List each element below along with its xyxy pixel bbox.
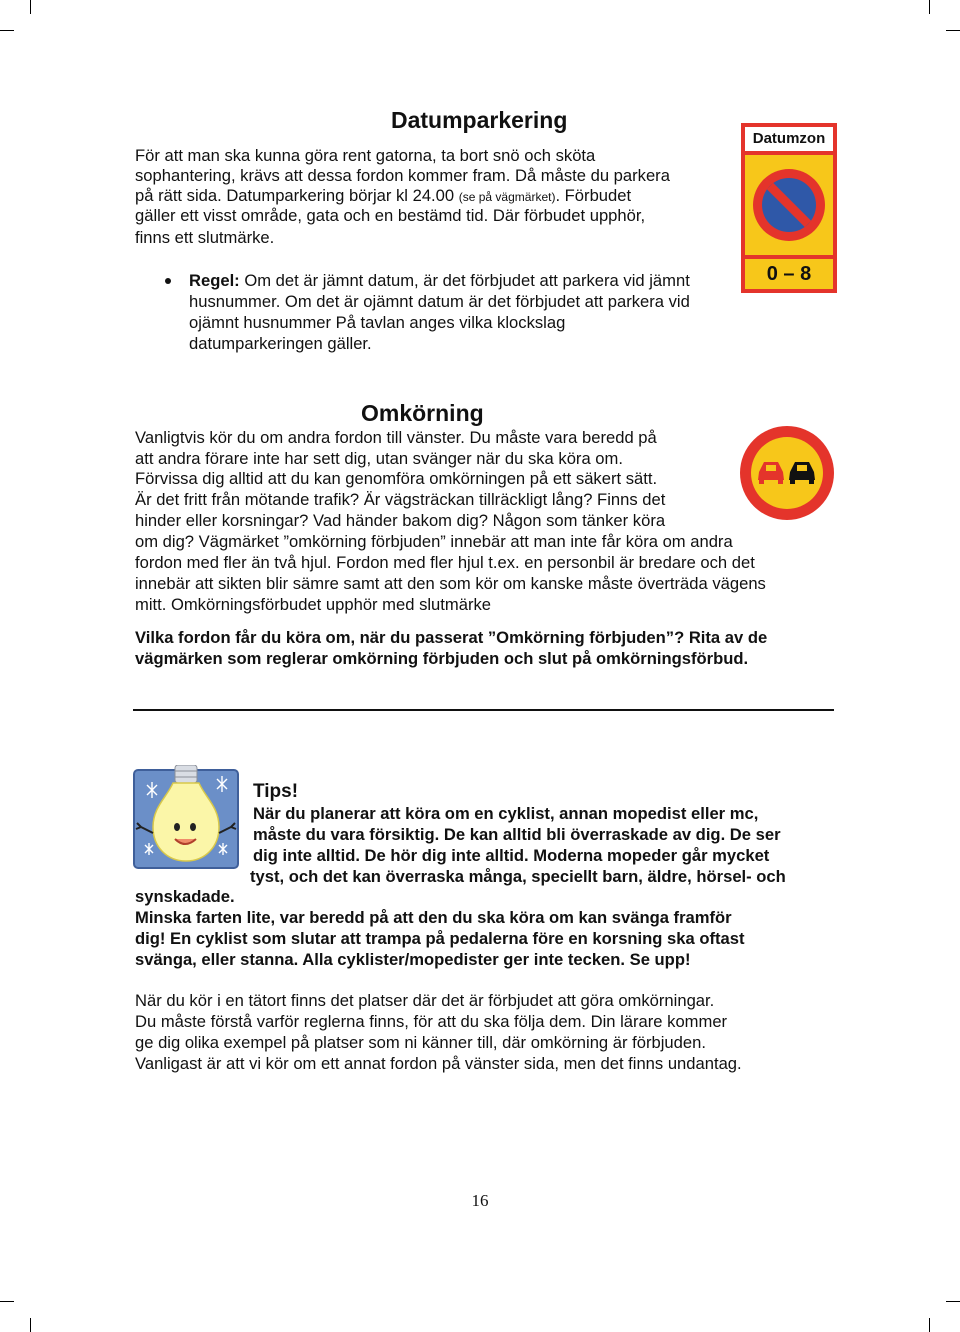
text-line: ge dig olika exempel på platser som ni känner till, där omkörning är förbjuden.: [135, 1033, 706, 1052]
no-overtaking-sign: [739, 425, 835, 521]
datumzon-time: 0 – 8: [766, 263, 812, 285]
text-line: vägmärken som reglerar omkörning förbjuden och slut på omkörningsförbud.: [135, 649, 749, 668]
page-number: 16: [471, 1191, 489, 1210]
text-line: Vanligast är att vi kör om ett annat fordon på vänster sida, men det finns undantag.: [135, 1054, 742, 1073]
datumzon-label: Datumzon: [752, 130, 826, 147]
section-title-omkorning: Omkörning: [361, 400, 484, 426]
text-line: finns ett slutmärke.: [135, 228, 275, 247]
text-line: Minska farten lite, var beredd på att den du ska köra om kan svänga framför: [135, 908, 732, 927]
no-overtaking-sign-graphic: [739, 425, 835, 521]
text-line: om dig? Vägmärket ”omkörning förbjuden” innebär att man inte får köra om andra: [135, 532, 733, 551]
bullet-point: [165, 278, 171, 284]
text-line: När du planerar att köra om en cyklist, annan mopedist eller mc,: [253, 804, 759, 823]
text-line: mitt. Omkörningsförbudet upphör med slutmärke: [135, 595, 491, 614]
text-line: ojämnt husnummer På tavlan anges vilka klockslag: [189, 313, 566, 332]
text-line: datumparkeringen gäller.: [189, 334, 372, 353]
text-line: tyst, och det kan överraska många, speciellt barn, äldre, hörsel- och: [250, 867, 786, 886]
text-line: fordon med fler än två hjul. Fordon med fler hjul t.ex. en personbil är bredare och det: [135, 553, 755, 572]
text-line: Du måste förstå varför reglerna finns, för att du ska följa dem. Din lärare kommer: [135, 1012, 728, 1031]
text-line: innebär att sikten blir sämre samt att den som kör om kanske måste överträda vägens: [135, 574, 766, 593]
text-line: När du kör i en tätort finns det platser där det är förbjudet att göra omkörningar.: [135, 991, 715, 1010]
page: Datumparkering För att man ska kunna göra rent gatorna, ta bort snö och sköta sophantering, krävs att dessa fordon kommer fram. Då måste du parkera på rätt sida. Datumparkering börjar kl 24.00 (se på vägmärket). Förbudet gäller ett visst område, gata och en bestämd tid. Där förbudet upphör, finns ett slutmärke. Regel: Om det är jämnt datum, är det förbjudet att parkera vid jämnt husnummer. Om det är ojämnt datum är det förbjudet att parkera vid ojämnt husnummer På tavlan anges vilka klockslag datumparkeringen gäller. Datumzon 0 – 8 Omkörning Vanligtvis kör du om andra fordon till vänster. Du måste vara beredd på att andra förare inte har sett dig, utan svänger när du ska köra om. Förvissa dig alltid att du kan genomföra omkörningen på ett säkert sätt. Är det fritt från mötande trafik? Är vägsträckan tillräckligt lång? Finns det hinder eller korsningar? Vad händer bakom dig? Någon som tänker köra om dig? Vägmärket ”omkörning förbjuden” innebär att man inte får köra om andra fordon med fler än två hjul. Fordon med fler hjul t.ex. en personbil är bredare och det innebär att sikten blir sämre samt att den som kör om kanske måste överträda vägens mitt. Omkörningsförbudet upphör med slutmärke Vilka fordon får du köra om, när du passerat ”Omkörning förbjuden”? Rita av de vägmärken som reglerar omkörning förbjuden och slut på omkörningsförbud. Tips! När du planerar att köra om en cyklist, annan mopedist eller mc, måste du vara försiktig. De kan alltid bli överraskade av dig. De ser dig inte alltid. De hör dig inte alltid. Moderna mopeder går mycket tyst, och det kan överraska många, speciellt barn, äldre, hörsel- och synskadade. Minska farten lite, var beredd på att den du ska köra om kan svänga framför dig! En cyklist som slutar att trampa på pedalerna före en korsning ska oftast svänga, eller stanna. Alla cyklister/mopedister ger inte tecken. Se upp! När du kör i en tätort finns det platser där det är förbjudet att göra omkörningar. Du måste förstå varför reglerna finns, för att du ska följa dem. Din lärare kommer ge dig olika exempel på platser som ni känner till, där omkörning är förbjuden. Vanligast är att vi kör om ett annat fordon på vänster sida, men det finns undantag. 16: [0, 0, 960, 1332]
text-line: att andra förare inte har sett dig, utan svänger när du ska köra om.: [135, 449, 623, 468]
text-line: sophantering, krävs att dessa fordon kommer fram. Då måste du parkera: [135, 166, 670, 185]
text-line: måste du vara försiktig. De kan alltid bli överraskade av dig. De ser: [253, 825, 781, 844]
text-line: svänga, eller stanna. Alla cyklister/mopedister ger inte tecken. Se upp!: [135, 950, 691, 969]
text-line: För att man ska kunna göra rent gatorna, ta bort snö och sköta: [135, 146, 596, 165]
lightbulb-icon: [133, 765, 239, 869]
section-title-datumparkering: Datumparkering: [391, 107, 568, 133]
text-line: dig! En cyklist som slutar att trampa på pedalerna före en korsning ska oftast: [135, 929, 745, 948]
text-line: gäller ett visst område, gata och en bestämd tid. Där förbudet upphör,: [135, 206, 646, 225]
datumzon-sign: [739, 121, 839, 295]
text-line: synskadade.: [135, 887, 235, 906]
tips-title: Tips!: [253, 781, 299, 802]
text-line: dig inte alltid. De hör dig inte alltid. Moderna mopeder går mycket: [253, 846, 770, 865]
text-line: hinder eller korsningar? Vad händer bakom dig? Någon som tänker köra: [135, 511, 666, 530]
text-line: Vilka fordon får du köra om, när du passerat ”Omkörning förbjuden”? Rita av de: [135, 628, 768, 647]
text-line: husnummer. Om det är ojämnt datum är det förbjudet att parkera vid: [189, 292, 690, 311]
text-line: på rätt sida. Datumparkering börjar kl 24.00 (se på vägmärket). Förbudet: [135, 186, 632, 205]
text-line: Vanligtvis kör du om andra fordon till vänster. Du måste vara beredd på: [135, 428, 657, 447]
answer-line: [133, 709, 834, 711]
rule-label: Regel:: [189, 271, 240, 290]
text-line: Förvissa dig alltid att du kan genomföra omkörningen på ett säkert sätt.: [135, 469, 658, 488]
text-line: Är det fritt från mötande trafik? Är vägsträckan tillräckligt lång? Finns det: [135, 490, 666, 509]
